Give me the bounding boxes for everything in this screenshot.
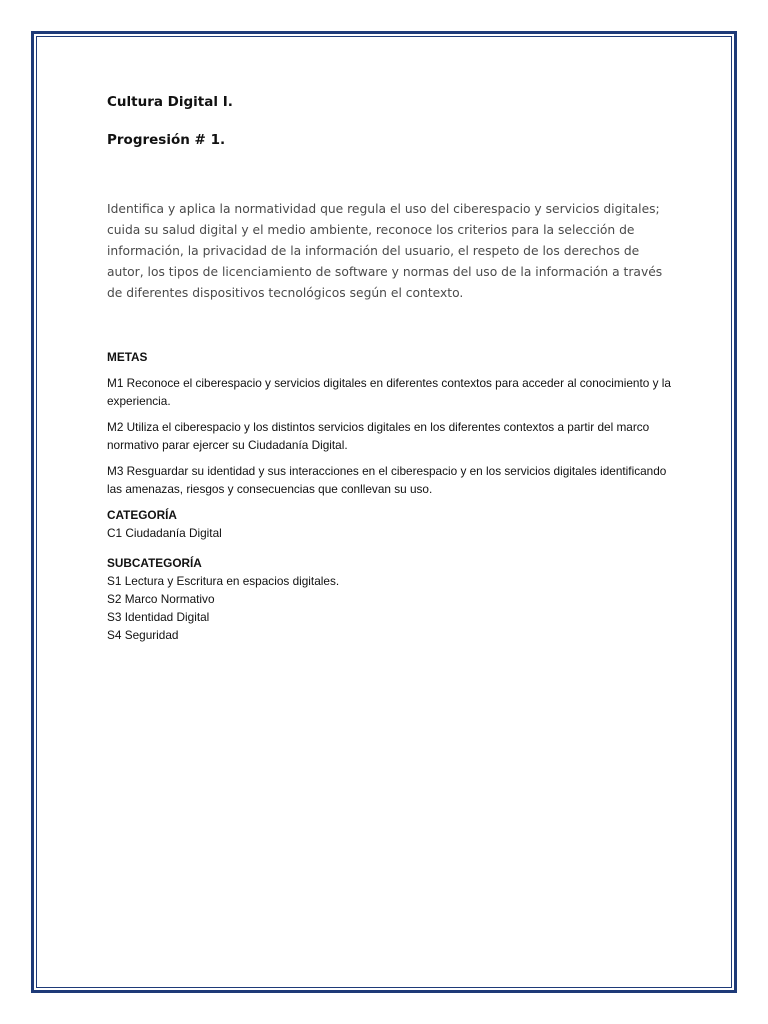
meta-item-m3: M3 Resguardar su identidad y sus interacciones en el ciberespacio y en los servicios digitales identificando las amenazas, riesgos y consecuencias que conllevan su uso.	[107, 464, 667, 496]
document-title: Cultura Digital I.	[107, 94, 233, 110]
categoria-item-c1: C1 Ciudadanía Digital	[107, 526, 222, 540]
meta-item-m1: M1 Reconoce el ciberespacio y servicios digitales en diferentes contextos para acceder al conocimiento y la experiencia.	[107, 376, 671, 408]
categoria-heading: CATEGORÍA	[107, 508, 177, 522]
subcategoria-heading: SUBCATEGORÍA	[107, 556, 202, 570]
intro-paragraph: Identifica y aplica la normatividad que regula el uso del ciberespacio y servicios digitales; cuida su salud digital y el medio ambiente, reconoce los criterios para la selección de información, la privacidad de la información del usuario, el respeto de los derechos de autor, los tipos de licenciamiento de software y normas del uso de la información a través de diferentes dispositivos tecnológicos según el contexto.	[107, 202, 663, 300]
metas-heading: METAS	[107, 350, 148, 364]
subcategoria-item-s2: S2 Marco Normativo	[107, 592, 215, 606]
subcategoria-item-s4: S4 Seguridad	[107, 628, 179, 642]
subcategoria-item-s1: S1 Lectura y Escritura en espacios digitales.	[107, 574, 340, 588]
document-body	[107, 91, 677, 644]
document-subtitle: Progresión # 1.	[107, 132, 226, 148]
meta-item-m2: M2 Utiliza el ciberespacio y los distintos servicios digitales en los diferentes contextos a partir del marco normativo parar ejercer su Ciudadanía Digital.	[107, 420, 650, 452]
subcategoria-item-s3: S3 Identidad Digital	[107, 610, 210, 624]
